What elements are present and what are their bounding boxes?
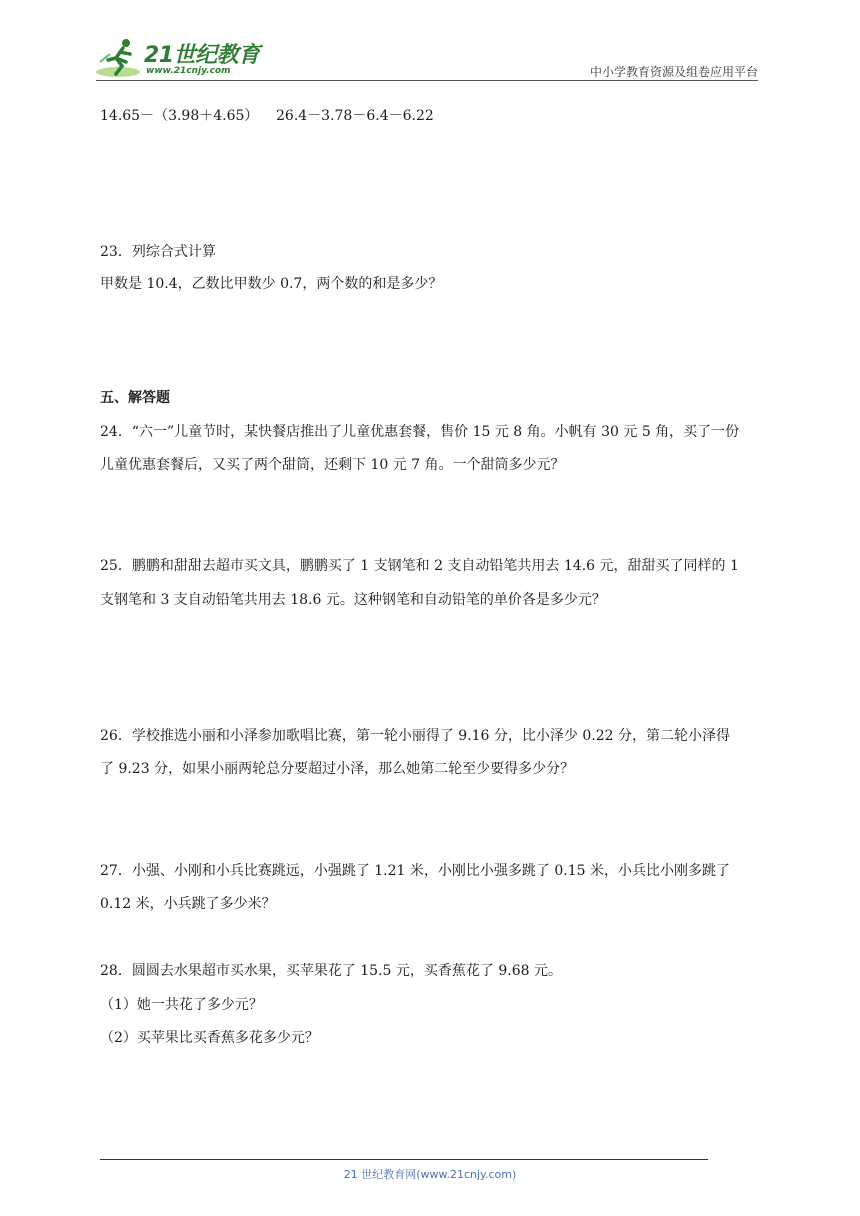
runner-logo-icon (96, 36, 144, 80)
platform-label: 中小学教育资源及组卷应用平台 (589, 65, 758, 79)
logo-text: 21世纪教育 (144, 43, 260, 68)
question-28-title: 28．圆圆去水果超市买水果，买苹果花了 15.5 元，买香蕉花了 9.68 元。 (100, 963, 562, 979)
question-24-line-2: 儿童优惠套餐后，又买了两个甜筒，还剩下 10 元 7 角。一个甜筒多少元？ (100, 457, 565, 473)
logo (96, 36, 266, 80)
footer-text: 21 世纪教育网(www.21cnjy.com) (343, 1168, 517, 1181)
question-25-line-2: 支钢笔和 3 支自动铅笔共用去 18.6 元。这种钢笔和自动铅笔的单价各是多少元？ (100, 592, 606, 608)
question-25-line-1: 25．鹏鹏和甜甜去超市买文具，鹏鹏买了 1 支钢笔和 2 支自动铅笔共用去 14.6 元，甜甜买了同样的 1 (100, 558, 739, 574)
footer-divider (100, 1159, 708, 1160)
question-28-sub-1: （1）她一共花了多少元？ (100, 997, 263, 1013)
question-28-sub-2: （2）买苹果比买香蕉多花多少元？ (100, 1030, 319, 1046)
question-26-line-1: 26．学校推选小丽和小泽参加歌唱比赛，第一轮小丽得了 9.16 分，比小泽少 0.22 分，第二轮小泽得 (100, 728, 730, 744)
expression-a: 14.65－（3.98＋4.65） (100, 108, 259, 124)
question-26-line-2: 了 9.23 分，如果小丽两轮总分要超过小泽，那么她第二轮至少要得多少分？ (100, 761, 575, 777)
question-23-title: 23．列综合式计算 (100, 244, 216, 260)
header-divider (96, 80, 758, 81)
expression-b: 26.4－3.78－6.4－6.22 (276, 108, 434, 124)
question-24-line-1: 24．“六一”儿童节时，某快餐店推出了儿童优惠套餐，售价 15 元 8 角。小帆有 30 元 5 角，买了一份 (100, 424, 740, 440)
question-23-body: 甲数是 10.4，乙数比甲数少 0.7，两个数的和是多少？ (100, 276, 443, 292)
section-heading: 五、解答题 (100, 390, 170, 406)
question-27-line-2: 0.12 米，小兵跳了多少米？ (100, 896, 276, 912)
question-27-line-1: 27．小强、小刚和小兵比赛跳远，小强跳了 1.21 米，小刚比小强多跳了 0.15 米，小兵比小刚多跳了 (100, 863, 730, 879)
logo-url: www.21cnjy.com (146, 66, 231, 76)
page-header (96, 30, 758, 82)
